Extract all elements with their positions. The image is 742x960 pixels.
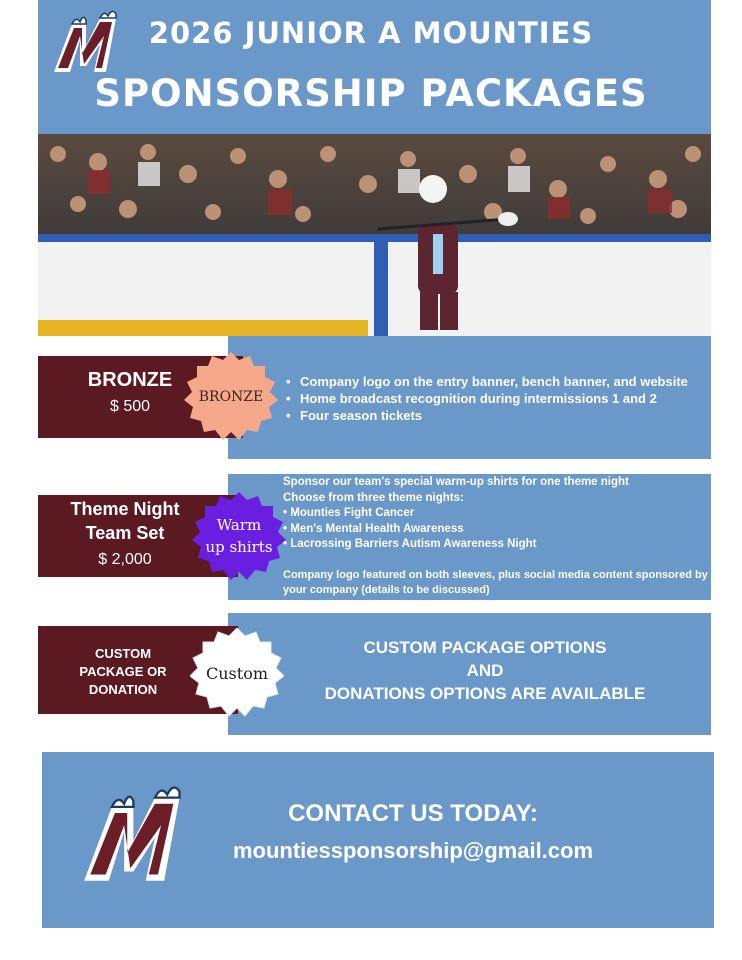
contact-title: CONTACT US TODAY: <box>288 800 538 827</box>
theme-option: • Lacrossing Barriers Autism Awareness Night <box>283 538 537 550</box>
theme-option-label: Men's Mental Health Awareness <box>290 522 464 535</box>
theme-night-intro-line2: Choose from three theme nights: <box>283 491 464 504</box>
custom-name-line2: PACKAGE OR <box>79 664 167 679</box>
theme-option: • Men's Mental Health Awareness <box>283 522 464 535</box>
custom-name-line1: CUSTOM <box>94 646 152 661</box>
custom-options-line1: CUSTOM PACKAGE OPTIONS <box>363 638 607 657</box>
mounties-logo <box>78 778 198 888</box>
warm-up-badge-line2: up shirts <box>205 538 273 556</box>
theme-option-label: Lacrossing Barriers Autism Awareness Night <box>290 538 537 550</box>
header-title-line2: SPONSORSHIP PACKAGES <box>94 72 648 115</box>
custom-options-line3: DONATIONS OPTIONS ARE AVAILABLE <box>324 684 646 703</box>
theme-option-label: Mounties Fight Cancer <box>290 507 415 519</box>
bronze-benefit: • Home broadcast recognition during intermissions 1 and 2 <box>300 390 718 407</box>
lacrosse-player-photo <box>38 134 711 336</box>
theme-option: • Mounties Fight Cancer <box>283 507 415 519</box>
custom-name-line3: DONATION <box>88 682 158 697</box>
bronze-package-name: BRONZE <box>87 369 173 391</box>
theme-night-price: $ 2,000 <box>98 551 152 568</box>
custom-badge: Custom <box>206 663 268 683</box>
bronze-benefit: • Company logo on the entry banner, bench banner, and website <box>300 373 718 390</box>
theme-night-details <box>283 475 708 598</box>
custom-options-text <box>290 636 680 705</box>
bronze-badge: BRONZE <box>198 389 264 405</box>
theme-night-name-line2: Team Set <box>85 523 165 543</box>
custom-options-line2: AND <box>466 661 504 680</box>
header-title-line1: 2026 JUNIOR A MOUNTIES <box>148 16 594 50</box>
bronze-package-price: $ 500 <box>109 398 151 415</box>
bronze-benefits-list <box>282 373 718 424</box>
theme-night-note: Company logo featured on both sleeves, plus social media content sponsored by your company (details to be discussed) <box>283 568 708 596</box>
theme-night-name-line1: Theme Night <box>70 499 180 519</box>
bronze-benefit: • Four season tickets <box>300 407 718 424</box>
theme-night-intro-line1: Sponsor our team's special warm-up shirts for one theme night <box>283 476 629 488</box>
warm-up-badge-line1: Warm <box>216 516 262 534</box>
contact-email-link[interactable]: mountiessponsorship@gmail.com <box>232 838 594 863</box>
